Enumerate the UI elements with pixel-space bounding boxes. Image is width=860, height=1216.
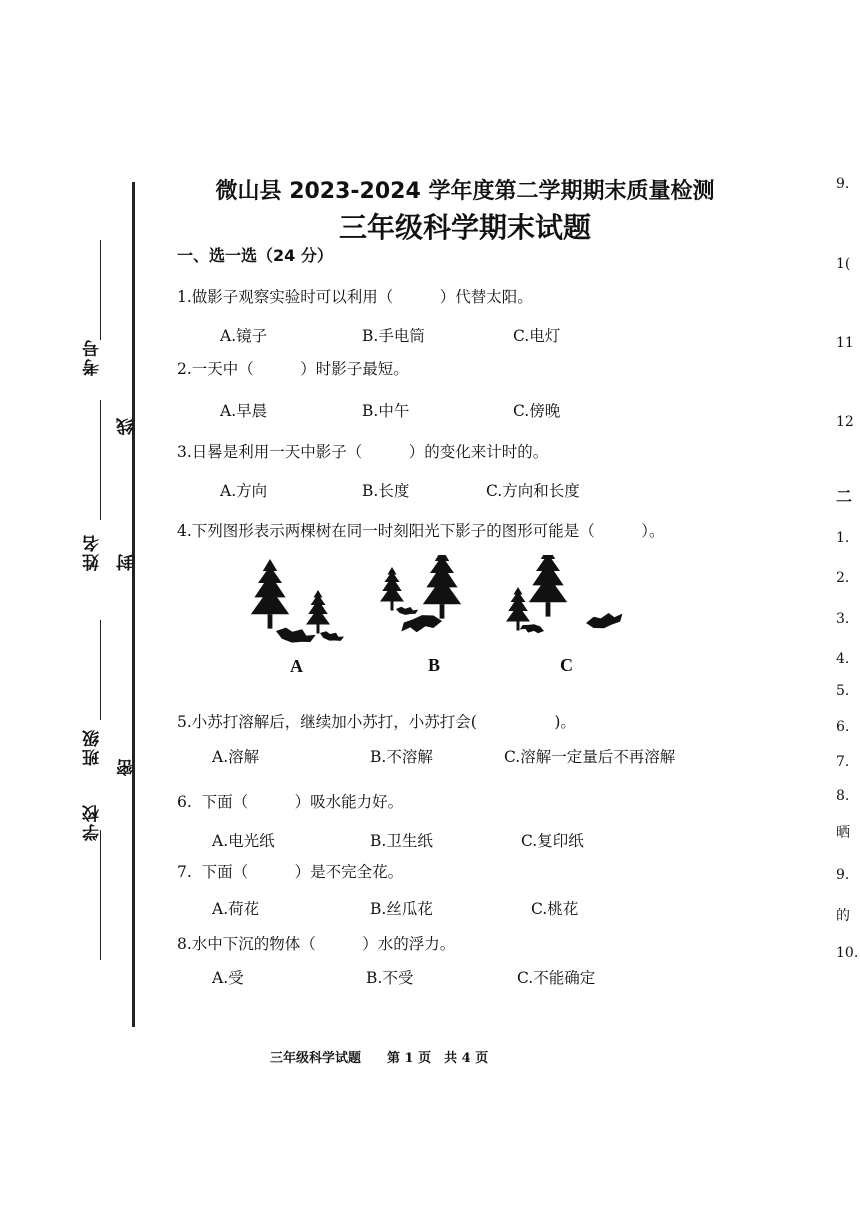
right-fragment: 1(: [836, 256, 851, 272]
q3-option-b: B.长度: [362, 482, 410, 500]
q8-option-a: A.受: [212, 969, 244, 987]
field-xuexiao: 学校: [83, 803, 103, 841]
section-title: 一、选一选（24 分）: [177, 246, 333, 265]
field-kaohao: 考号: [83, 338, 103, 376]
q5-option-a: A.溶解: [212, 748, 260, 766]
question-2: 2.一天中（ ）时影子最短。: [177, 360, 409, 378]
right-fragment: 9.: [836, 867, 850, 883]
question-5: 5.小苏打溶解后，继续加小苏打，小苏打会( )。: [177, 713, 576, 731]
q1-option-c: C.电灯: [513, 327, 561, 345]
question-8: 8.水中下沉的物体（ ）水的浮力。: [177, 935, 456, 953]
right-fragment: 晒: [836, 825, 850, 841]
field-line-xingming: [100, 400, 101, 520]
q2-option-a: A.早晨: [220, 402, 268, 420]
field-banji: 班级: [83, 728, 103, 766]
right-fragment: 二: [836, 487, 853, 506]
right-fragment: 的: [836, 908, 850, 924]
q7-option-b: B.丝瓜花: [370, 900, 433, 918]
right-fragment: 5.: [836, 683, 850, 699]
figure-label-a: A: [290, 656, 303, 676]
q1-option-b: B.手电筒: [362, 327, 425, 345]
figure-label-c: C: [560, 655, 573, 675]
right-fragment: 9.: [836, 176, 850, 192]
binding-line: [132, 182, 135, 1027]
seal-word-xian: 线: [117, 416, 137, 435]
q6-option-a: A.电光纸: [212, 832, 275, 850]
right-fragment: 3.: [836, 611, 850, 627]
right-fragment: 12: [836, 414, 854, 430]
exam-subtitle: 三年级科学期末试题: [338, 211, 591, 244]
q6-option-c: C.复印纸: [521, 832, 584, 850]
figure-b-drawing: [380, 555, 461, 634]
figure-label-b: B: [428, 655, 441, 675]
q2-option-b: B.中午: [362, 402, 410, 420]
field-line-xuexiao: [100, 830, 101, 960]
q8-option-b: B.不受: [366, 969, 414, 987]
question-1: 1.做影子观察实验时可以利用（ ）代替太阳。: [177, 288, 533, 306]
q3-option-a: A.方向: [220, 482, 268, 500]
question-7: 7. 下面（ ）是不完全花。: [177, 863, 404, 881]
right-fragment: 10.: [836, 945, 859, 961]
q7-option-c: C.桃花: [531, 900, 579, 918]
right-fragment: 11: [836, 335, 854, 351]
seal-word-feng: 封: [117, 552, 137, 571]
q1-option-a: A.镜子: [220, 327, 268, 345]
q3-option-c: C.方向和长度: [486, 482, 580, 500]
tree-shadow-figure: [230, 555, 630, 660]
exam-title: 微山县 2023-2024 学年度第二学期期末质量检测: [215, 179, 715, 204]
q2-option-c: C.傍晚: [513, 402, 561, 420]
figure-c-drawing: [506, 555, 624, 635]
right-fragment: 7.: [836, 754, 850, 770]
right-fragment: 2.: [836, 570, 850, 586]
field-line-banji: [100, 620, 101, 720]
q5-option-c: C.溶解一定量后不再溶解: [504, 748, 676, 766]
q6-option-b: B.卫生纸: [370, 832, 433, 850]
field-line-kaohao: [100, 240, 101, 340]
question-3: 3.日晷是利用一天中影子（ ）的变化来计时的。: [177, 443, 549, 461]
right-fragment: 6.: [836, 719, 850, 735]
question-6: 6. 下面（ ）吸水能力好。: [177, 793, 404, 811]
question-4: 4.下列图形表示两棵树在同一时刻阳光下影子的图形可能是（ ）。: [177, 522, 665, 540]
right-fragment: 4.: [836, 651, 850, 667]
right-fragment: 1.: [836, 530, 850, 546]
q8-option-c: C.不能确定: [517, 969, 596, 987]
field-xingming: 姓名: [83, 533, 103, 571]
q7-option-a: A.荷花: [212, 900, 260, 918]
right-fragment: 8.: [836, 788, 850, 804]
figure-a-drawing: [251, 559, 345, 647]
q5-option-b: B.不溶解: [370, 748, 433, 766]
seal-word-mi: 密: [117, 757, 137, 776]
page-footer: 三年级科学试题 第 1 页 共 4 页: [270, 1051, 489, 1066]
